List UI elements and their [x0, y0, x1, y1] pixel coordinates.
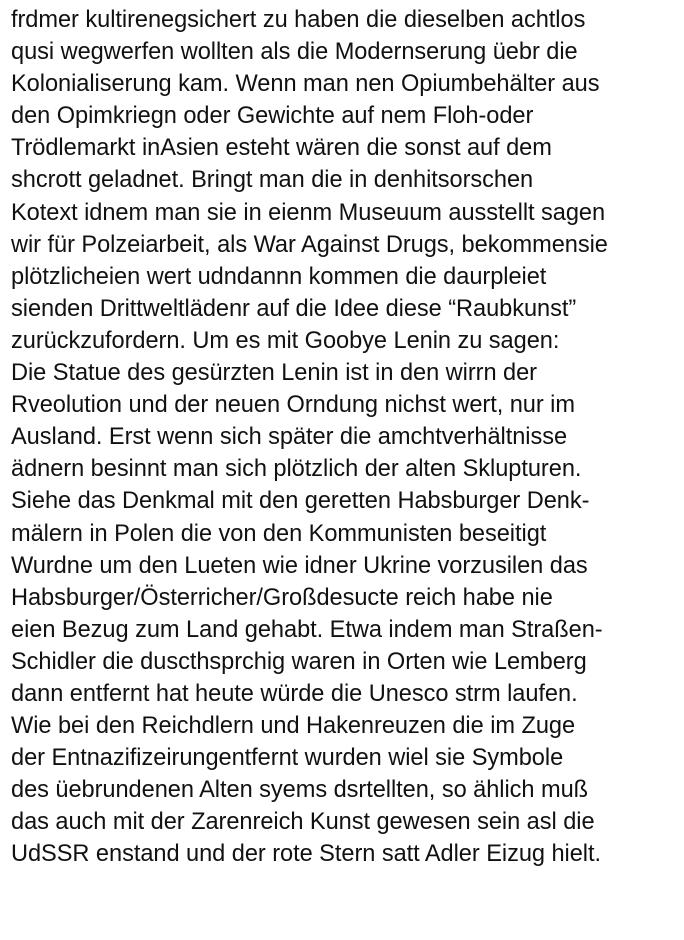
text-line: UdSSR enstand und der rote Stern satt Adler Eizug hielt. [11, 841, 602, 868]
text-line: das auch mit der Zarenreich Kunst gewesen sein asl die [11, 809, 595, 836]
text-line: ädnern besinnt man sich plötzlich der alten Sklupturen. [11, 456, 582, 483]
text-line: Schidler die duscthsprchig waren in Orten wie Lemberg [11, 648, 587, 675]
text-line: Wurdne um den Lueten wie idner Ukrine vorzusilen das [11, 552, 588, 579]
text-line: plötzlicheien wert udndannn kommen die daurpleiet [11, 263, 547, 290]
text-line: Trödlemarkt inAsien esteht wären die sonst auf dem [11, 135, 552, 162]
text-line: Kotext idnem man sie in eienm Museuum ausstellt sagen [11, 199, 606, 226]
text-line: Kolonialiserung kam. Wenn man nen Opiumbehälter aus [11, 71, 600, 98]
text-line: sienden Drittweltlädenr auf die Idee diese “Raubkunst” [11, 295, 577, 322]
text-line: Habsburger/Österricher/Großdesucte reich habe nie [11, 584, 553, 611]
text-line: dann entfernt hat heute würde die Unesco strm laufen. [11, 680, 578, 707]
body-text [11, 4, 677, 871]
text-line: shcrott geladnet. Bringt man die in denhitsorschen [11, 167, 534, 194]
text-line: Ausland. Erst wenn sich später die amchtverhältnisse [11, 424, 568, 451]
text-line: zurückzufordern. Um es mit Goobye Lenin zu sagen: [11, 327, 560, 354]
text-line: der Entnazifizeirungentfernt wurden wiel sie Symbole [11, 745, 564, 772]
text-line: frdmer kultirenegsichert zu haben die dieselben achtlos [11, 7, 586, 33]
text-line: Die Statue des gesürzten Lenin ist in den wirrn der [11, 360, 537, 387]
text-line: Wie bei den Reichdlern und Hakenreuzen die im Zuge [11, 713, 576, 740]
text-line: des üebrundenen Alten syems dsrtellten, so ählich muß [11, 777, 589, 804]
text-line: Siehe das Denkmal mit den geretten Habsburger Denk- [11, 488, 590, 515]
text-line: mälern in Polen die von den Kommunisten beseitigt [11, 520, 547, 547]
text-line: Rveolution und der neuen Orndung nichst wert, nur im [11, 392, 575, 419]
text-line: wir für Polzeiarbeit, als War Against Drugs, bekommensie [11, 231, 608, 258]
text-line: eien Bezug zum Land gehabt. Etwa indem man Straßen- [11, 616, 603, 643]
text-line: den Opimkriegn oder Gewichte auf nem Floh-oder [11, 103, 534, 130]
text-line: qusi wegwerfen wollten als die Modernserung üebr die [11, 39, 578, 66]
